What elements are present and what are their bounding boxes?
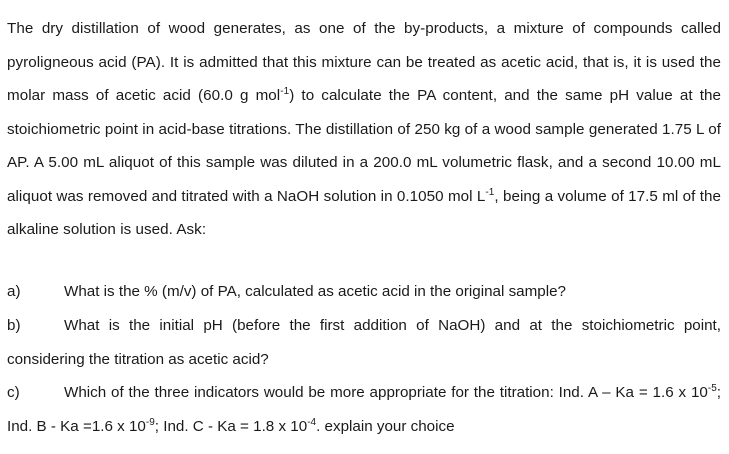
superscript-ka-a: -5 bbox=[707, 383, 717, 394]
question-a-text: What is the % (m/v) of PA, calculated as acetic acid in the original sample? bbox=[64, 283, 566, 300]
superscript-concentration-unit: -1 bbox=[485, 186, 495, 198]
question-a-letter: a) bbox=[7, 283, 21, 300]
intro-text-2: ) to calculate the PA content, and the same pH value at the stoichiometric point in acid-base titrations. The distillation of 250 kg of a wood sample generated 1.75 L of AP. A 5.00 mL aliquot of this sample was diluted in a 200.0 mL volumetric flask, and a second 10.00 mL aliquot was removed and titrated with a NaOH solution in 0.1050 mol L bbox=[7, 87, 721, 205]
problem-statement bbox=[7, 12, 721, 247]
question-c-text-2: ; Ind. B - Ka =1.6 x 10 bbox=[7, 384, 721, 435]
question-b-letter: b) bbox=[7, 317, 21, 334]
question-b-text: What is the initial pH (before the first addition of NaOH) and at the stoichiometric point, considering the titration as acetic acid? bbox=[7, 317, 721, 368]
question-c-letter: c) bbox=[7, 384, 20, 401]
intro-text-1: The dry distillation of wood generates, as one of the by-products, a mixture of compounds called pyroligneous acid (PA). It is admitted that this mixture can be treated as acetic acid, that is, it is used the molar mass of acetic acid (60.0 g mol bbox=[7, 20, 721, 104]
superscript-ka-b: -9 bbox=[145, 416, 155, 428]
question-c bbox=[7, 376, 721, 443]
question-c-text-4: . explain your choice bbox=[316, 417, 455, 435]
question-c-text-1: Which of the three indicators would be more appropriate for the titration: Ind. A – Ka = 1.6 x 10 bbox=[64, 384, 708, 401]
intro-text-3: , being a volume of 17.5 ml of the alkaline solution is used. Ask: bbox=[7, 187, 721, 238]
superscript-ka-c: -4 bbox=[307, 416, 317, 428]
question-a bbox=[7, 275, 721, 309]
superscript-molar-unit: -1 bbox=[280, 86, 290, 97]
question-b bbox=[7, 309, 721, 376]
question-c-text-3: ; Ind. C - Ka = 1.8 x 10 bbox=[154, 417, 308, 435]
